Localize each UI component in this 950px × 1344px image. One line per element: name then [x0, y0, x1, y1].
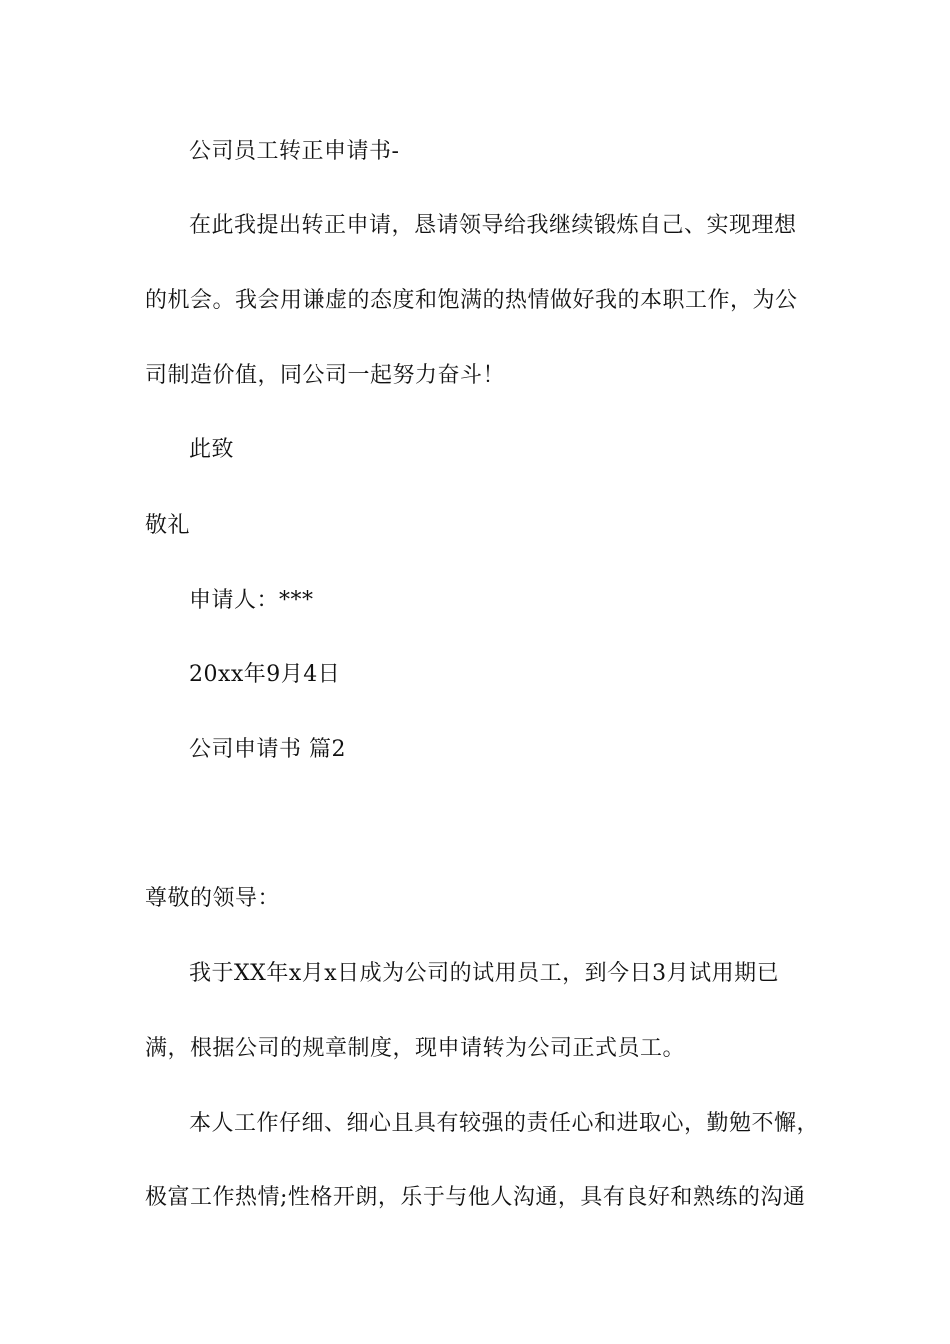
section-heading: 公司申请书 篇2 [189, 737, 346, 762]
paragraph-line: 在此我提出转正申请，恳请领导给我继续锻炼自己、实现理想 [189, 213, 797, 238]
closing-regards: 敬礼 [145, 513, 191, 538]
greeting: 尊敬的领导： [145, 886, 281, 911]
paragraph-line: 司制造价值，同公司一起努力奋斗！ [145, 363, 506, 388]
paragraph-line: 满，根据公司的规章制度，现申请转为公司正式员工。 [145, 1036, 686, 1061]
paragraph-line: 本人工作仔细、细心且具有较强的责任心和进取心，勤勉不懈， [189, 1111, 820, 1136]
application-date: 20xx年9月4日 [189, 662, 341, 687]
paragraph-line: 极富工作热情;性格开朗，乐于与他人沟通，具有良好和熟练的沟通 [145, 1185, 806, 1210]
document-title: 公司员工转正申请书- [189, 139, 400, 164]
closing-salutation: 此致 [189, 437, 235, 462]
paragraph-line: 的机会。我会用谦虚的态度和饱满的热情做好我的本职工作，为公 [145, 288, 798, 313]
applicant-signature: 申请人：*** [189, 588, 314, 613]
paragraph-line: 我于XX年x月x日成为公司的试用员工，到今日3月试用期已 [189, 961, 780, 986]
